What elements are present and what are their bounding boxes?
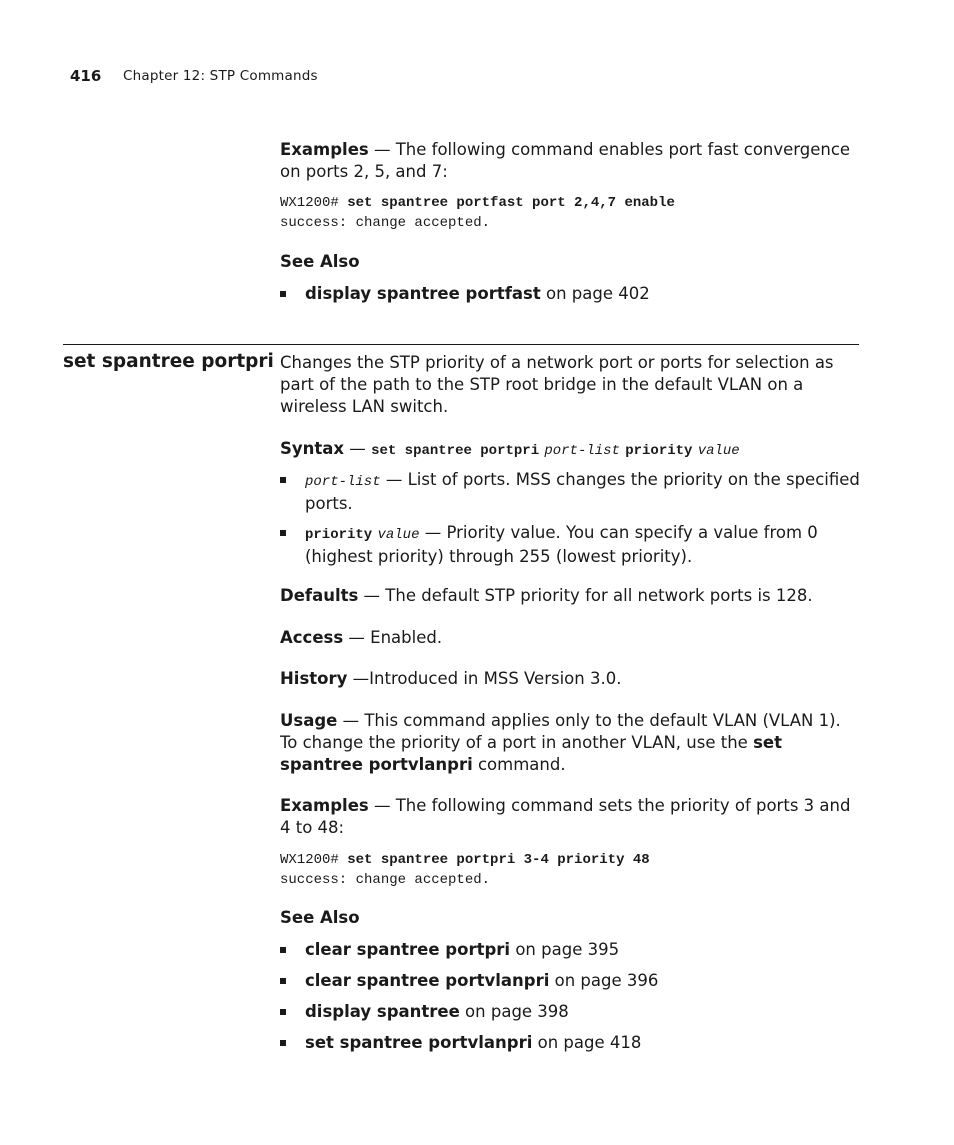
code-command: set spantree portfast port 2,4,7 enable — [347, 195, 675, 211]
portfast-code-block — [280, 193, 675, 233]
page-ref: on page 395 — [510, 940, 620, 959]
list-item — [280, 1032, 860, 1054]
list-item — [280, 1001, 860, 1023]
see-also-link[interactable]: display spantree portfast — [305, 284, 541, 303]
syntax-command: set spantree portpri — [371, 443, 540, 459]
param-text: — Priority value. You can specify a value from 0 (highest priority) through 255 (lowest priority). — [305, 523, 818, 566]
list-item — [280, 939, 860, 961]
history-text: —Introduced in MSS Version 3.0. — [347, 669, 622, 688]
section-divider — [63, 344, 859, 345]
defaults-paragraph — [280, 585, 860, 607]
usage-label: Usage — [280, 711, 338, 730]
list-item — [280, 469, 860, 515]
syntax-arg: port-list — [544, 443, 620, 459]
list-item — [280, 970, 860, 992]
param-name: port-list — [305, 474, 381, 490]
param-keyword: priority — [305, 527, 373, 543]
examples-paragraph — [280, 795, 860, 839]
examples-code-block — [280, 850, 650, 890]
examples-text: — The following command sets the priority of ports 3 and 4 to 48: — [280, 796, 851, 837]
bullet-icon — [280, 477, 286, 483]
usage-text: — This command applies only to the default VLAN (VLAN 1). To change the priority of a port in another VLAN, use the — [280, 711, 841, 752]
bullet-icon — [280, 530, 286, 536]
see-also-link[interactable]: clear spantree portvlanpri — [305, 971, 550, 990]
examples-text: — The following command enables port fast convergence on ports 2, 5, and 7: — [280, 140, 851, 181]
page-ref: on page 418 — [532, 1033, 642, 1052]
chapter-title: Chapter 12: STP Commands — [123, 68, 318, 84]
code-prompt: WX1200# — [280, 195, 348, 211]
see-also-heading: See Also — [280, 252, 360, 271]
page-ref: on page 396 — [549, 971, 659, 990]
code-prompt: WX1200# — [280, 852, 348, 868]
syntax-dash: — — [344, 439, 372, 458]
usage-paragraph — [280, 710, 860, 776]
code-response: success: change accepted. — [280, 215, 491, 231]
list-item — [280, 522, 860, 568]
code-response: success: change accepted. — [280, 872, 491, 888]
code-command: set spantree portpri 3-4 priority 48 — [347, 852, 650, 868]
see-also-link[interactable]: set spantree portvlanpri — [305, 1033, 533, 1052]
param-text: — List of ports. MSS changes the priority on the specified ports. — [305, 470, 860, 513]
usage-text-end: command. — [472, 755, 566, 774]
bullet-icon — [280, 947, 286, 953]
portfast-examples-paragraph — [280, 139, 860, 183]
syntax-arg: value — [697, 443, 740, 459]
bullet-icon — [280, 978, 286, 984]
history-paragraph — [280, 668, 860, 690]
examples-label: Examples — [280, 796, 369, 815]
page-ref: on page 398 — [459, 1002, 569, 1021]
see-also-link[interactable]: display spantree — [305, 1002, 460, 1021]
access-label: Access — [280, 628, 344, 647]
bullet-icon — [280, 1040, 286, 1046]
bullet-icon — [280, 1009, 286, 1015]
history-label: History — [280, 669, 348, 688]
see-also-link[interactable]: clear spantree portpri — [305, 940, 511, 959]
page-ref: on page 402 — [540, 284, 650, 303]
access-paragraph — [280, 627, 860, 649]
bullet-icon — [280, 291, 286, 297]
param-name: value — [377, 527, 420, 543]
syntax-label: Syntax — [280, 439, 345, 458]
section-title: set spantree portpri — [63, 351, 274, 372]
examples-label: Examples — [280, 140, 369, 159]
defaults-text: — The default STP priority for all network ports is 128. — [358, 586, 813, 605]
syntax-line — [280, 438, 860, 462]
see-also-heading: See Also — [280, 908, 360, 927]
defaults-label: Defaults — [280, 586, 359, 605]
section-description: Changes the STP priority of a network port or ports for selection as part of the path to the STP root bridge in the default VLAN on a wireless LAN switch. — [280, 353, 834, 416]
access-text: — Enabled. — [343, 628, 443, 647]
usage-command-ref: set spantree portvlanpri — [280, 733, 782, 774]
syntax-keyword: priority — [625, 443, 693, 459]
page-number: 416 — [70, 67, 102, 85]
list-item — [280, 283, 860, 305]
